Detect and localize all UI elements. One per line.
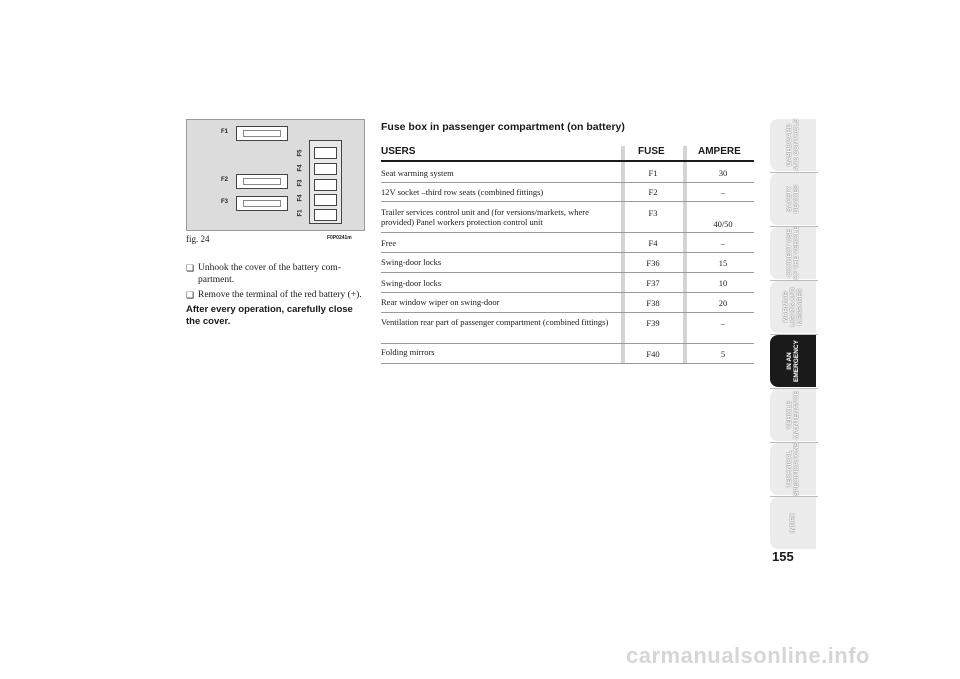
figure-caption: fig. 24 [186, 234, 210, 244]
table-row [381, 273, 754, 293]
table-row [381, 202, 754, 233]
tab-warning-lights[interactable] [770, 281, 816, 333]
tab-in-an-emergency[interactable] [770, 335, 816, 387]
user-cell: Trailer services control unit and (for versions/markets, where provided) Panel workers protection control unit [381, 207, 589, 227]
header-rule [381, 160, 754, 162]
fig-vlabel: F4 [297, 194, 304, 202]
fuse-slot [314, 147, 337, 159]
ampere-cell: 5 [720, 349, 726, 359]
fuse-cell: F36 [646, 258, 660, 268]
user-cell: Swing-door locks [381, 257, 442, 267]
header-fuse: FUSE [638, 146, 665, 157]
fig-vlabel: F3 [297, 179, 304, 187]
table-title: Fuse box in passenger compartment (on battery) [381, 121, 625, 133]
instruction-note: After every operation, carefully close the cover. [186, 304, 353, 327]
table-row [381, 164, 754, 183]
fuse-slot-f1 [236, 126, 288, 141]
fuse-cell: F1 [648, 168, 658, 178]
user-cell: Rear window wiper on swing-door [381, 297, 500, 307]
vertical-fuse-block [309, 140, 342, 224]
fuse-cell: F40 [646, 349, 660, 359]
fig-label-f1: F1 [221, 129, 229, 135]
user-cell: Ventilation rear part of passenger compartment (combined fittings) [381, 317, 609, 327]
fig-vlabel: F5 [297, 149, 304, 157]
header-ampere: AMPERE [698, 146, 741, 157]
ampere-cell: 40/50 [713, 219, 733, 229]
fig-label-f3: F3 [221, 199, 229, 205]
figure-code: F0P0241m [327, 235, 352, 241]
ampere-cell: 30 [718, 168, 728, 178]
fuse-cell: F39 [646, 318, 660, 328]
ampere-cell: – [720, 318, 726, 328]
tab-label: IN AN EMERGENCY [786, 340, 800, 382]
fuse-slot-f3 [236, 196, 288, 211]
watermark: carmanualsonline.info [626, 643, 870, 668]
tab-index[interactable] [770, 497, 816, 549]
ampere-cell: – [720, 187, 726, 197]
tab-safety-devices[interactable] [770, 173, 816, 225]
instructions [186, 262, 368, 328]
fuse-slot [314, 194, 337, 206]
fuse-cell: F38 [646, 298, 660, 308]
tab-label: INDEX [789, 513, 797, 533]
tab-correct-use[interactable] [770, 227, 816, 279]
tab-label: SAFETY DEVICES [786, 184, 800, 214]
table-row [381, 233, 754, 253]
table-row [381, 253, 754, 273]
tab-dashboard-and-controls[interactable] [770, 119, 816, 171]
fuse-cell: F4 [648, 238, 658, 248]
fig-label-f2: F2 [221, 177, 229, 183]
tab-label: WARNING LIGHTS AND MESSAGES [782, 287, 804, 327]
user-cell: Folding mirrors [381, 347, 435, 357]
tab-label: TECHNICAL SPECIFICATIONS [786, 441, 800, 497]
ampere-cell: 15 [718, 258, 728, 268]
fuse-cell: F2 [648, 187, 658, 197]
tab-label: VEHICLE MAINTENANCE [786, 390, 800, 440]
user-cell: Seat warming system [381, 168, 454, 178]
user-cell: Free [381, 238, 397, 248]
table-row [381, 183, 754, 202]
fuse-cell: F37 [646, 278, 660, 288]
table-row [381, 293, 754, 313]
ampere-cell: – [720, 238, 726, 248]
user-cell: 12V socket –third row seats (combined fittings) [381, 187, 544, 197]
fig-vlabel: F4 [297, 164, 304, 172]
tab-technical-specifications[interactable] [770, 443, 816, 495]
fuse-slot-f2 [236, 174, 288, 189]
instruction-step: ❏ Unhook the cover of the battery com-partment. [186, 262, 368, 286]
tab-label: CORRECT USE OF THE VEHICLE [786, 226, 800, 280]
table-row [381, 313, 754, 344]
ampere-cell: 10 [718, 278, 728, 288]
table-row [381, 344, 754, 364]
tab-label: DASHBOARD AND CONTROLS [786, 118, 800, 172]
fuse-slot [314, 179, 337, 191]
ampere-cell: 20 [718, 298, 728, 308]
fig-vlabel: F1 [297, 209, 304, 217]
instruction-step: ❏ Remove the terminal of the red battery (+). [186, 289, 368, 301]
fuse-slot [314, 209, 337, 221]
header-users: USERS [381, 146, 416, 157]
user-cell: Swing-door locks [381, 278, 442, 288]
page-number: 155 [772, 549, 794, 564]
fuse-slot [314, 163, 337, 175]
tab-vehicle-maintenance[interactable] [770, 389, 816, 441]
fuse-cell: F3 [648, 208, 658, 218]
